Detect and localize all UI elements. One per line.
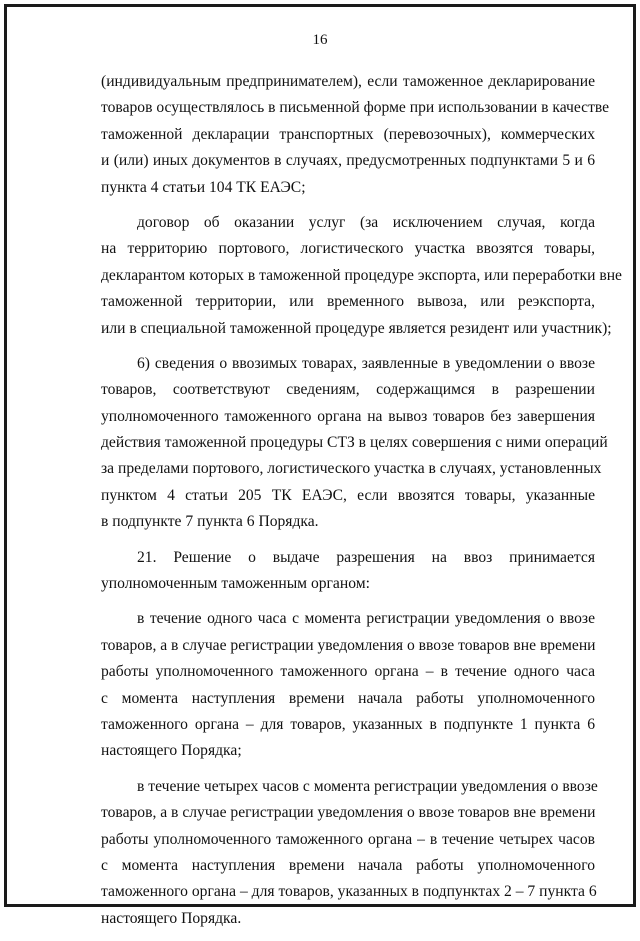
text-line: с момента наступления времени начала работы уполномоченного xyxy=(101,689,595,707)
text-line: товаров осуществлялось в письменной форме при использовании в качестве xyxy=(101,99,610,117)
text-line: в подпункте 7 пункта 6 Порядка. xyxy=(101,513,319,531)
text-line: таможенной декларации транспортных (перевозочных), коммерческих xyxy=(101,125,595,143)
text-line: за пределами портового, логистического участка в случаях, установленных xyxy=(101,460,602,478)
text-line: (индивидуальным предпринимателем), если таможенное декларирование xyxy=(101,73,595,90)
paragraph xyxy=(101,351,608,536)
text-line: или в специальной таможенной процедуре является резидент или участник); xyxy=(101,319,612,337)
text-line: договор об оказании услуг (за исключением случая, когда xyxy=(137,213,595,231)
text-line: 6) сведения о ввозимых товарах, заявленные в уведомлении о ввозе xyxy=(137,354,595,372)
text-line: на территорию портового, логистического участка ввозятся товары, xyxy=(101,240,595,258)
paragraph xyxy=(101,210,622,342)
text-line: таможенного органа – для товаров, указанных в подпункте 1 пункта 6 xyxy=(101,715,595,733)
paragraph xyxy=(101,774,598,932)
paragraph xyxy=(101,69,610,201)
document-body xyxy=(101,69,622,941)
text-line: в течение четырех часов с момента регистрации уведомления о ввозе xyxy=(137,777,598,795)
text-line: пункта 4 статьи 104 ТК ЕАЭС; xyxy=(101,178,306,196)
text-line: пунктом 4 статьи 205 ТК ЕАЭС, если ввозятся товары, указанные xyxy=(101,486,595,504)
text-line: уполномоченным таможенным органом: xyxy=(101,575,370,593)
text-line: с момента наступления времени начала работы уполномоченного xyxy=(101,856,595,874)
text-line: товаров, а в случае регистрации уведомления о ввозе товаров вне времени xyxy=(101,636,596,654)
paragraph xyxy=(101,606,595,764)
text-line: уполномоченного таможенного органа на вывоз товаров без завершения xyxy=(101,407,595,425)
text-line: таможенного органа – для товаров, указанных в подпунктах 2 – 7 пункта 6 xyxy=(101,883,597,901)
text-line: декларантом которых в таможенной процедуре экспорта, или переработки вне xyxy=(101,266,622,284)
text-line: работы уполномоченного таможенного органа – в течение четырех часов xyxy=(101,830,595,848)
text-line: таможенной территории, или временного вывоза, или реэкспорта, xyxy=(101,293,595,311)
paragraph xyxy=(101,545,595,598)
text-line: в течение одного часа с момента регистрации уведомления о ввозе xyxy=(137,610,595,628)
text-line: работы уполномоченного таможенного органа – в течение одного часа xyxy=(101,663,595,681)
text-line: и (или) иных документов в случаях, предусмотренных подпунктами 5 и 6 xyxy=(101,152,595,170)
text-line: товаров, а в случае регистрации уведомления о ввозе товаров вне времени xyxy=(101,804,596,822)
text-line: действия таможенной процедуры СТЗ в целях совершения с ними операций xyxy=(101,434,608,452)
document-page xyxy=(4,4,636,927)
text-line: 21. Решение о выдаче разрешения на ввоз принимается xyxy=(137,548,595,566)
text-line: настоящего Порядка; xyxy=(101,742,242,760)
text-line: настоящего Порядка. xyxy=(101,909,242,927)
text-line: товаров, соответствуют сведениям, содержащимся в разрешении xyxy=(101,381,595,399)
page-number: 16 xyxy=(312,32,328,48)
